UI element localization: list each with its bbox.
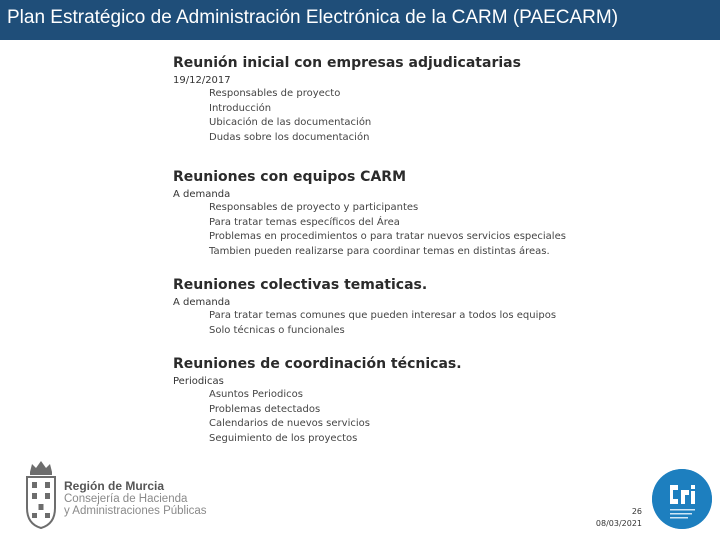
- section-item-list: [173, 201, 566, 259]
- list-item: Para tratar temas comunes que pueden interesar a todos los equipos: [209, 310, 557, 321]
- section-subtitle: 19/12/2017: [173, 75, 231, 86]
- title-bar: [0, 0, 720, 40]
- section-technical-coordination: [173, 355, 462, 446]
- region-murcia-logo-text: [64, 480, 207, 518]
- region-name: Región de Murcia: [64, 479, 165, 493]
- section-subtitle: A demanda: [173, 189, 231, 200]
- list-item: Seguimiento de los proyectos: [209, 432, 358, 444]
- list-item: Calendarios de nuevos servicios: [209, 418, 370, 430]
- section-heading: Reuniones con equipos CARM: [173, 169, 407, 185]
- list-item: Ubicación de las documentación: [209, 117, 372, 129]
- section-heading: Reuniones colectivas tematicas.: [173, 277, 428, 293]
- list-item: Responsables de proyecto: [209, 88, 341, 99]
- section-item-list: [173, 309, 556, 338]
- cri-logo-icon: [652, 469, 712, 529]
- slide-title: Plan Estratégico de Administración Electrónica de la CARM (PAECARM): [7, 7, 619, 28]
- section-item-list: [173, 388, 462, 446]
- section-subtitle: A demanda: [173, 297, 231, 308]
- list-item: Para tratar temas específicos del Área: [209, 216, 400, 228]
- section-collective-meetings: [173, 276, 556, 338]
- section-carm-teams: [173, 168, 566, 259]
- list-item: Responsables de proyecto y participantes: [209, 202, 419, 213]
- region-murcia-crest-icon: [22, 458, 60, 530]
- slide-number: 26: [631, 507, 642, 516]
- list-item: Dudas sobre los documentación: [209, 131, 370, 143]
- section-initial-meeting: [173, 54, 521, 145]
- slide-date: 08/03/2021: [595, 519, 642, 528]
- list-item: Asuntos Periodicos: [209, 389, 303, 400]
- section-subtitle: Periodicas: [173, 376, 224, 387]
- list-item: Tambien pueden realizarse para coordinar temas en distintas áreas.: [209, 245, 550, 257]
- department-line-2: y Administraciones Públicas: [64, 505, 207, 517]
- section-heading: Reuniones de coordinación técnicas.: [173, 356, 462, 372]
- list-item: Solo técnicas o funcionales: [209, 324, 345, 336]
- section-item-list: [173, 87, 521, 145]
- department-line-1: Consejería de Hacienda: [64, 492, 188, 505]
- list-item: Introducción: [209, 102, 272, 114]
- section-heading: Reunión inicial con empresas adjudicatarias: [173, 55, 521, 71]
- list-item: Problemas detectados: [209, 403, 321, 415]
- list-item: Problemas en procedimientos o para tratar nuevos servicios especiales: [209, 231, 566, 243]
